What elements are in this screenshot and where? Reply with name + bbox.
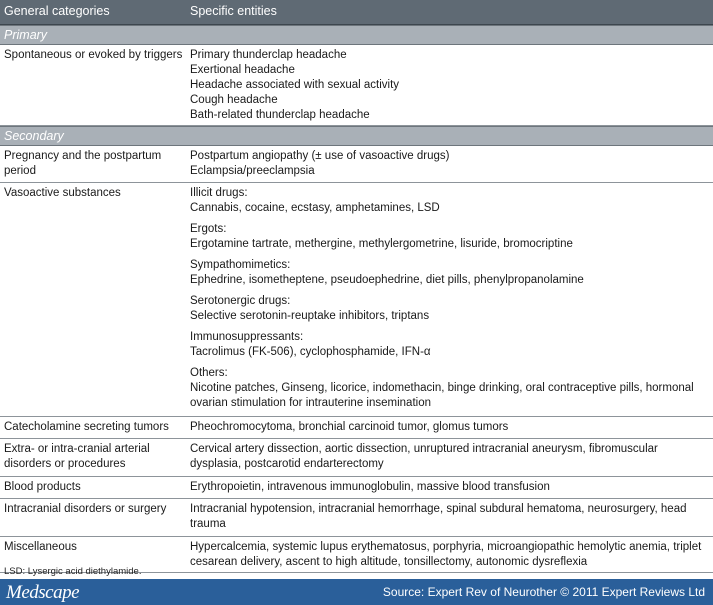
category-cell: Extra- or intra-cranial arterial disorders or procedures (4, 443, 150, 470)
section-primary: Primary (0, 25, 713, 45)
table-row (0, 183, 713, 417)
category-cell: Blood products (4, 481, 81, 493)
category-cell: Catecholamine secreting tumors (4, 421, 169, 433)
section-secondary: Secondary (0, 126, 713, 146)
table-row (0, 45, 713, 126)
category-cell: Pregnancy and the postpartum period (4, 150, 162, 177)
drug-group: Serotonergic drugs: Selective serotonin-reuptake inhibitors, triptans (190, 295, 430, 322)
category-cell: Vasoactive substances (4, 187, 121, 199)
table-row (0, 477, 713, 499)
source-footer (0, 579, 713, 605)
entities-cell: Erythropoietin, intravenous immunoglobulin, massive blood transfusion (190, 481, 550, 493)
entities-cell: Postpartum angiopathy (± use of vasoactive drugs) Eclampsia/preeclampsia (190, 150, 450, 177)
drug-group: Illicit drugs: Cannabis, cocaine, ecstasy, amphetamines, LSD (190, 187, 440, 214)
header-general-categories: General categories (4, 4, 110, 18)
drug-group: Sympathomimetics: Ephedrine, isometheptene, pseudoephedrine, diet pills, phenylpropanolamine (190, 259, 584, 286)
category-cell: Spontaneous or evoked by triggers (4, 49, 183, 61)
source-credit: Source: Expert Rev of Neurother © 2011 Expert Reviews Ltd (382, 585, 705, 599)
entities-cell: Hypercalcemia, systemic lupus erythematosus, porphyria, microangiopathic hemolytic anemia, triplet cesarean delivery, ascent to high altitude, tonsillectomy, autonomic dysreflexia (190, 541, 702, 568)
table-row (0, 439, 713, 477)
category-cell: Intracranial disorders or surgery (4, 503, 167, 515)
table-row (0, 146, 713, 183)
drug-group: Ergots: Ergotamine tartrate, methergine, methylergometrine, lisuride, bromocriptine (190, 223, 573, 250)
drug-group: Others: Nicotine patches, Ginseng, licorice, indomethacin, binge drinking, oral contraceptive pills, hormonal ovarian stimulation for intrauterine insemination (190, 367, 694, 409)
entities-cell: Pheochromocytoma, bronchial carcinoid tumor, glomus tumors (190, 421, 509, 433)
category-cell: Miscellaneous (4, 541, 77, 553)
entities-cell (190, 186, 710, 417)
entities-cell: Primary thunderclap headache Exertional headache Headache associated with sexual activity Cough headache Bath-related thunderclap headache (190, 49, 400, 121)
drug-group: Immunosuppressants: Tacrolimus (FK-506), cyclophosphamide, IFN-α (190, 331, 431, 358)
table-header (0, 0, 713, 25)
footnote: LSD: Lysergic acid diethylamide. (4, 566, 142, 577)
entities-cell: Cervical artery dissection, aortic dissection, unruptured intracranial aneurysm, fibromuscular dysplasia, postcarotid endarterectomy (190, 443, 658, 470)
table-row (0, 499, 713, 537)
entities-cell: Intracranial hypotension, intracranial hemorrhage, spinal subdural hematoma, neurosurgery, head trauma (190, 503, 687, 530)
medscape-logo[interactable]: Medscape (6, 582, 80, 603)
table-row (0, 417, 713, 439)
header-specific-entities: Specific entities (190, 4, 277, 18)
